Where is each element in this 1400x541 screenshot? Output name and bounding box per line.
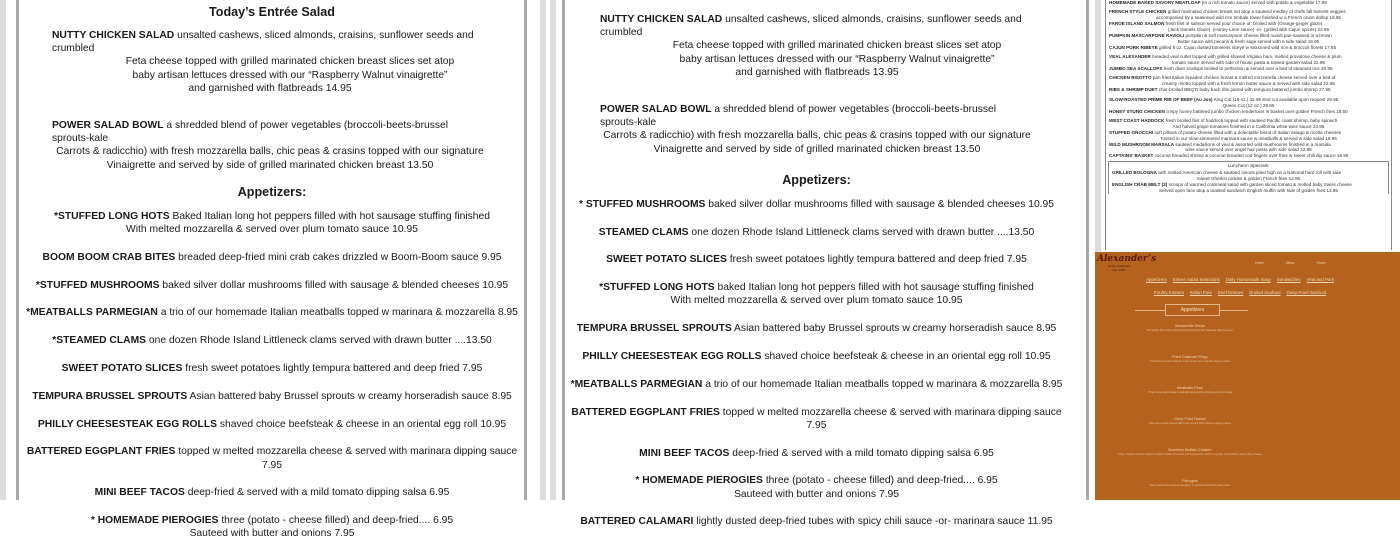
- salad-item: [18, 29, 488, 95]
- appetizers-title: Appetizers:: [782, 172, 851, 187]
- website-item-desc: Deep fried ravioli cheese filled crisp served with marinara dipping sauce: [1148, 422, 1232, 425]
- website-item-desc: Six golden thin-crusty sticks deep-fried served with marinara dipping sauce: [1147, 329, 1233, 332]
- appetizer-item: [564, 474, 1069, 500]
- category-nav-row2: [1125, 290, 1355, 295]
- appetizer-name: BATTERED EGGPLANT FRIES: [26, 446, 176, 458]
- appetizer-desc: one dozen Rhode Island Littleneck clams served with drawn butter ....13.50: [691, 226, 1035, 238]
- entree-desc-cont: tomato sauce served with side of house pasta & tossed garden salad 22.95: [1172, 60, 1325, 66]
- entree-item: [1106, 21, 1391, 33]
- appetizer-name: TEMPURA BRUSSEL SPROUTS: [32, 390, 188, 402]
- website-item-desc: Optional crisp-fried calamari rings served with marinara dipping sauce: [1149, 360, 1231, 363]
- appetizer-desc: Sauteed with butter and onions 7.95: [189, 528, 355, 540]
- category-link[interactable]: Deep-Fried Seafood: [1286, 290, 1327, 295]
- entree-name: FAROE ISLAND SALMON: [1109, 21, 1165, 27]
- active-category-header: [1135, 304, 1245, 316]
- entree-desc-cont: Butter sauce with pecans & fresh sage served with a side salad 19.95: [1177, 38, 1320, 44]
- entree-desc: breaded veal cutlet topped with grilled shaved Virginia ham, melted provolone cheese & plum: [1152, 54, 1342, 60]
- luncheon-item: [1109, 182, 1388, 194]
- website-menu-item: [1115, 386, 1265, 417]
- category-link[interactable]: Beef Entrees: [1217, 290, 1244, 295]
- appetizer-name: TEMPURA BRUSSEL SPROUTS: [576, 323, 732, 335]
- category-link[interactable]: Poultry Entrees: [1153, 290, 1184, 295]
- salad-desc-line: and garnished with flatbreads 13.95: [735, 66, 899, 78]
- luncheon-name: GRILLED BOLOGNA: [1112, 170, 1157, 176]
- salad-desc-line: and garnished with flatbreads 14.95: [188, 82, 352, 94]
- site-logo[interactable]: [1097, 254, 1157, 272]
- entree-item: [1106, 142, 1391, 154]
- entree-desc: fresh diver scallops broiled to perfection & served over a bed of steamed rice 29.95: [1163, 66, 1333, 72]
- appetizer-desc: Asian battered baby Brussel sprouts w creamy horseradish sauce 8.95: [189, 390, 512, 402]
- appetizer-desc: one dozen Rhode Island Littleneck clams served with drawn butter ....13.50: [148, 335, 492, 347]
- appetizer-name: * HOMEMADE PIEROGIES: [635, 475, 763, 487]
- appetizer-item: [18, 445, 526, 471]
- page-edge: [0, 0, 6, 500]
- salad-desc-line: Feta cheese topped with grilled marinated chicken breast slices set atop: [672, 40, 1002, 52]
- menu-page-middle: [540, 0, 1095, 528]
- page-edge: [550, 0, 556, 500]
- appetizer-item: [18, 306, 526, 319]
- entree-name: VEAL ALEXANDER: [1109, 54, 1151, 60]
- entree-desc: pumpkin & soft mascarpone cheese filled ravioli pan-sauteed in a brown: [1185, 33, 1332, 39]
- appetizer-name: BATTERED EGGPLANT FRIES: [571, 406, 720, 418]
- nav-hours[interactable]: Hours: [1316, 261, 1326, 265]
- entree-name: CHICKEN RISOTTO: [1109, 75, 1152, 81]
- salad-name: POWER SALAD BOWL: [52, 120, 164, 132]
- appetizers-title: Appetizers:: [237, 184, 307, 199]
- appetizer-desc: shaved choice beefsteak & cheese in an oriental egg roll 10.95: [764, 351, 1051, 363]
- entree-desc: char-broiled BBQ’D baby back ribs paired with tempura battered jumbo shrimp 27.95: [1158, 87, 1331, 93]
- entree-desc: (In a rich tomato sauce) served with potato & vegetable 17.95: [1201, 0, 1327, 5]
- restaurant-website: [1095, 252, 1400, 500]
- entree-desc: pan fried Italian breaded chicken breast & melted mozzarella cheese served over a bed of: [1152, 75, 1336, 81]
- appetizer-item: [18, 279, 526, 292]
- salad-desc: unsalted cashews, sliced almonds, craisins, sunflower seeds and crumbled: [600, 14, 1022, 39]
- website-menu-item: [1115, 479, 1265, 510]
- appetizer-name: BATTERED CALAMARI: [580, 516, 694, 528]
- appetizer-name: *MEATBALLS PARMEGIAN: [26, 307, 158, 319]
- entree-name: JUMBO SEA SCALLOPS: [1109, 66, 1163, 72]
- appetizer-item: [564, 406, 1069, 432]
- entree-name: CAJUN PORK RIBEYE: [1109, 44, 1158, 50]
- appetizer-item: [18, 362, 526, 375]
- salad-section-title: Today’s Entrée Salad: [209, 5, 335, 19]
- appetizer-item: [564, 515, 1069, 528]
- appetizer-desc: baked silver dollar mushrooms filled with sausage & blended cheeses 10.95: [708, 198, 1055, 210]
- divider: [1220, 310, 1248, 311]
- entree-name: STUFFED GNOCCHI: [1109, 129, 1154, 135]
- appetizer-name: SWEET POTATO SLICES: [606, 254, 727, 266]
- category-link[interactable]: Italian Fare: [1189, 290, 1212, 295]
- appetizer-desc: three (potato - cheese filled) and deep-fried.... 6.95: [221, 515, 454, 527]
- appetizer-name: *STEAMED CLAMS: [52, 335, 147, 347]
- entree-item: [1106, 118, 1391, 130]
- category-nav-row1: [1125, 277, 1355, 282]
- appetizer-desc: baked Italian long hot peppers filled with hot sausage stuffing finished: [717, 282, 1034, 294]
- menu-page-right: [1095, 0, 1400, 500]
- appetizer-name: *MEATBALLS PARMEGIAN: [570, 378, 703, 390]
- entree-desc: grilled marinated chicken breast set atop a sauteed medley of chefs fall harvest veggies: [1167, 9, 1346, 15]
- appetizer-item: [18, 486, 526, 499]
- appetizer-item: [18, 514, 526, 540]
- luncheon-title: Luncheon Specials:: [1227, 164, 1270, 170]
- category-link[interactable]: Daily Homemade Soup: [1225, 277, 1271, 282]
- salad-name: NUTTY CHICKEN SALAD: [52, 30, 175, 41]
- salad-desc: a shredded blend of power vegetables (broccoli-beets-brussel sprouts-kale: [600, 104, 997, 129]
- entree-desc-cont: accompanied by a seasoned wild rice timbale tower finished w a French onion dollop 19.95: [1156, 15, 1341, 21]
- entree-desc-cont: creamy risotto topped with a fresh lemon butter sauce & served with side salad 22.95: [1162, 81, 1335, 87]
- entree-desc-cont: Queen Cut (12 oz.) 29.95: [1222, 102, 1275, 108]
- appetizer-item: [564, 226, 1069, 239]
- appetizer-item: [18, 390, 526, 403]
- luncheon-name: ENGLISH CRAB MELT (2): [1112, 181, 1168, 187]
- appetizer-item: [564, 350, 1069, 363]
- salad-desc: unsalted cashews, sliced almonds, craisins, sunflower seeds and crumbled: [52, 30, 474, 55]
- appetizer-item: [564, 322, 1069, 335]
- website-item-name: Fried Calamari Rings: [1172, 355, 1208, 359]
- appetizer-desc: lightly dusted deep-fried tubes with spicy chili sauce -or- marinara sauce 11.95: [696, 516, 1053, 528]
- entree-list: [1106, 0, 1391, 159]
- menu-page-content: [18, 0, 526, 540]
- appetizer-name: *STUFFED LONG HOTS: [54, 210, 170, 222]
- entree-name: CAPTAINS’ BASKET: [1109, 153, 1154, 159]
- category-link[interactable]: Entree Salad Selections: [1172, 277, 1220, 282]
- appetizer-desc: topped w melted mozzarella cheese & served with marinara dipping sauce 7.95: [178, 446, 518, 471]
- salad-desc-line: baby artisan lettuces dressed with our “Raspberry Walnut vinaigrette”: [132, 69, 448, 81]
- website-item-desc: Crispy chicken tenders tossed in classic buffalo hot sauce and topped with medium crunchy served with a side of bleu cheese: [1117, 453, 1263, 456]
- appetizer-item: [18, 210, 526, 236]
- salad-desc-line: baby artisan lettuces dressed with our “Raspberry Walnut vinaigrette”: [679, 53, 995, 65]
- entree-desc-cont: Tossed in our slow-simmered marinara sauce w meatballs & served w side salad 19.95: [1160, 135, 1337, 141]
- divider: [1135, 310, 1165, 311]
- luncheon-desc: scoops of warmed crabmeat salad with garden sliced tomato & melted baby Swiss cheese: [1168, 181, 1352, 187]
- entree-desc: coconut breaded shrimp & coconut breaded cod fingers over fries w sweet chili dip sauce 18.95: [1154, 153, 1349, 159]
- appetizer-item: [18, 334, 526, 347]
- salad-desc-line: Carrots & radicchio) with fresh mozzarella balls, chic peas & crasins topped with our signature: [603, 130, 1031, 142]
- appetizer-item: [564, 253, 1069, 266]
- appetizer-desc: fresh sweet potatoes lightly tempura battered and deep fried 7.95: [729, 254, 1027, 266]
- appetizer-item: [564, 447, 1069, 460]
- salad-desc-line: Carrots & radicchio) with fresh mozzarella balls, chic peas & crasins topped with our signature: [56, 146, 484, 158]
- appetizer-desc: deep-fried & served with a mild tomato dipping salsa 6.95: [732, 447, 994, 459]
- entree-item: [1106, 54, 1391, 66]
- appetizer-name: *STUFFED MUSHROOMS: [35, 279, 160, 291]
- appetizer-desc: With melted mozzarella & served over plum tomato sauce 10.95: [670, 295, 963, 307]
- salad-name: POWER SALAD BOWL: [600, 104, 712, 116]
- appetizer-name: BOOM BOOM CRAB BITES: [42, 251, 176, 263]
- appetizer-item: [564, 198, 1069, 211]
- category-link[interactable]: Appetizers: [1146, 277, 1167, 282]
- website-menu-item: [1115, 324, 1265, 355]
- entree-name: HONEY STUNG CHICKEN: [1109, 108, 1165, 114]
- category-link[interactable]: Broiled Seafood: [1249, 290, 1281, 295]
- entree-desc: soft pillows of potato-cheese filled with a delectable blend of Italian asiago & ricotta cheeses: [1154, 129, 1342, 135]
- appetizer-name: PHILLY CHEESESTEAK EGG ROLLS: [37, 418, 217, 430]
- salad-item: [18, 119, 488, 172]
- entree-name: RIBS & SHRIMP DUET: [1109, 87, 1158, 93]
- logo-est: Est. 1981: [1112, 268, 1126, 272]
- entree-item: [1106, 9, 1391, 21]
- luncheon-desc-cont: Sweet Gherkin pickles & golden French fries 12.95: [1196, 176, 1301, 182]
- entree-desc: sauteed medallions of veal & assorted wild mushrooms finished in a marsala: [1175, 141, 1331, 147]
- appetizer-name: MINI BEEF TACOS: [639, 447, 730, 459]
- appetizer-desc: three (potato - cheese filled) and deep-fried.... 6.95: [765, 475, 998, 487]
- page-border-right: [1086, 0, 1089, 500]
- appetizer-name: PHILLY CHEESESTEAK EGG ROLLS: [582, 351, 762, 363]
- appetizer-name: MINI BEEF TACOS: [94, 487, 185, 499]
- website-appetizer-list: [1115, 324, 1265, 510]
- salad-desc: a shredded blend of power vegetables (broccoli-beets-brussel sprouts-kale: [52, 120, 449, 145]
- appetizer-desc: fresh sweet potatoes lightly tempura battered and deep fried 7.95: [185, 363, 483, 375]
- website-item-name: Mozzarella Sticks: [1175, 324, 1205, 328]
- website-item-name: Boneless Buffalo Chicken: [1168, 448, 1212, 452]
- entree-name: SLOW-ROASTED PRIME RIB OF BEEF (Au Jus): [1109, 96, 1213, 102]
- appetizer-desc: shaved choice beefsteak & cheese in an oriental egg roll 10.95: [219, 418, 507, 430]
- appetizer-name: SWEET POTATO SLICES: [61, 363, 183, 375]
- appetizer-item: [18, 251, 526, 264]
- entree-desc-cont: (Jack Daniels Glaze), (Honey-Lime sauce) -or- (grilled with Cajun spices) 22.95: [1167, 27, 1330, 33]
- website-item-name: Meatballs Parm: [1176, 386, 1204, 390]
- appetizer-desc: a trio of our homemade Italian meatballs topped w marinara & mozzarella 8.95: [705, 378, 1063, 390]
- website-menu-item: [1115, 448, 1265, 479]
- salad-desc-line: Feta cheese topped with grilled marinated chicken breast slices set atop: [125, 56, 455, 68]
- nav-menu[interactable]: Menu: [1286, 261, 1295, 265]
- entree-item: [1106, 130, 1391, 142]
- salad-desc-line: Vinaigrette and served by side of grilled marinated chicken breast 13.50: [653, 143, 981, 155]
- website-item-name: Deep Fried Ravioli: [1174, 417, 1206, 421]
- luncheon-desc-cont: Served open face atop a toasted sandwich English muffin with side of golden fries 13.95: [1159, 187, 1338, 193]
- website-menu-item: [1115, 417, 1265, 448]
- menu-page-content: [564, 0, 1069, 528]
- appetizer-name: *STUFFED LONG HOTS: [599, 282, 715, 294]
- entree-item: [1106, 97, 1391, 109]
- entree-desc: fresh filet of salmon served your choice of: broiled with (Orange-ginger glaze): [1165, 21, 1323, 27]
- luncheon-list: [1109, 170, 1388, 194]
- entree-desc: grilled 8 oz. Cajun dusted boneless ribeye w seasoned wild rice & broccoli florets 17.95: [1159, 44, 1337, 50]
- salad-item: [564, 103, 1034, 156]
- appetizer-desc: breaded deep-fried mini crab cakes drizzled w Boom-Boom sauce 9.95: [178, 251, 502, 263]
- entree-name: FRENCH STYLE CHICKEN: [1109, 9, 1167, 15]
- appetizer-item: [564, 378, 1069, 391]
- appetizer-name: * HOMEMADE PIEROGIES: [90, 515, 219, 527]
- luncheon-desc: with melted American cheese & sauteed onions piled high on a National hard roll with side: [1158, 170, 1342, 176]
- entree-name: PUMPKIN MASCARPONE RAVIOLI: [1109, 33, 1185, 39]
- appetizer-desc: a trio of our homemade Italian meatballs topped w marinara & mozzarella 8.95: [160, 307, 518, 319]
- entree-desc-cont: And halved grape tomatoes finished in a California white wine sauce 23.95: [1172, 123, 1325, 129]
- active-category: Appetizers: [1165, 304, 1220, 316]
- category-link[interactable]: Sandwiches: [1276, 277, 1301, 282]
- appetizer-item: [18, 418, 526, 431]
- appetizer-desc: Asian battered baby Brussel sprouts w creamy horseradish sauce 8.95: [734, 323, 1057, 335]
- top-nav: [1255, 261, 1326, 265]
- entree-item: [1106, 75, 1391, 87]
- appetizer-desc: topped w melted mozzarella cheese & served with marinara dipping sauce 7.95: [722, 406, 1062, 431]
- page-edge: [540, 0, 546, 500]
- luncheon-item: [1109, 170, 1388, 182]
- appetizer-desc: With melted mozzarella & served over plum tomato sauce 10.95: [126, 224, 418, 236]
- category-link[interactable]: Veal and Pork: [1306, 277, 1334, 282]
- entree-name: HOMEMADE BAKED SAVORY MEATLOAF: [1109, 0, 1201, 5]
- appetizer-desc: Sauteed with butter and onions 7.95: [734, 488, 899, 500]
- appetizer-name: * STUFFED MUSHROOMS: [578, 198, 706, 210]
- nav-home[interactable]: Home: [1255, 261, 1265, 265]
- salad-desc-line: Vinaigrette and served by side of grilled marinated chicken breast 13.50: [106, 159, 434, 171]
- website-menu-item: [1115, 355, 1265, 386]
- appetizer-desc: deep-fried & served with a mild tomato dipping salsa 6.95: [187, 487, 450, 499]
- luncheon-specials: [1108, 161, 1389, 194]
- salad-item: [564, 13, 1034, 79]
- website-item-desc: Three home-made Italian meatballs topped with marinara and mozzarella: [1147, 391, 1233, 394]
- appetizer-name: STEAMED CLAMS: [598, 226, 689, 238]
- entree-desc: crispy honey battered jumbo chicken tenderloins in basket over golden French fries 18.50: [1166, 108, 1348, 114]
- entree-desc-cont: wine sauce served over angel hair pasta with side salad 22.95: [1185, 147, 1312, 153]
- entree-desc: King Cut (16 oz.) 32.95 End cut available upon request 29.95: [1213, 96, 1339, 102]
- entree-item: [1106, 153, 1391, 159]
- menu-page-left: [0, 0, 540, 540]
- logo-text: Alexander’s: [1097, 254, 1157, 264]
- entree-desc: fresh broiled filet of haddock topped with sauteed Pacific coast shrimp, baby spinach: [1165, 117, 1338, 123]
- salad-name: NUTTY CHICKEN SALAD: [600, 14, 723, 25]
- entree-item: [1106, 33, 1391, 45]
- entree-name: WILD MUSHROOM MARSALA: [1109, 141, 1175, 147]
- entree-menu: [1105, 0, 1392, 250]
- appetizer-desc: Baked Italian long hot peppers filled with hot sausage stuffing finished: [172, 210, 490, 222]
- appetizer-item: [564, 281, 1069, 307]
- website-item-name: Pierogies: [1182, 479, 1198, 483]
- logo-tagline: family restaurant: [1107, 264, 1131, 268]
- website-item-desc: Deep fried potato-cheese pierogies, or sauteed with butter and onions: [1149, 484, 1231, 487]
- appetizer-desc: baked silver dollar mushrooms filled with sausage & blended cheeses 10.95: [162, 279, 509, 291]
- entree-name: WEST COAST HADDOCK: [1109, 117, 1165, 123]
